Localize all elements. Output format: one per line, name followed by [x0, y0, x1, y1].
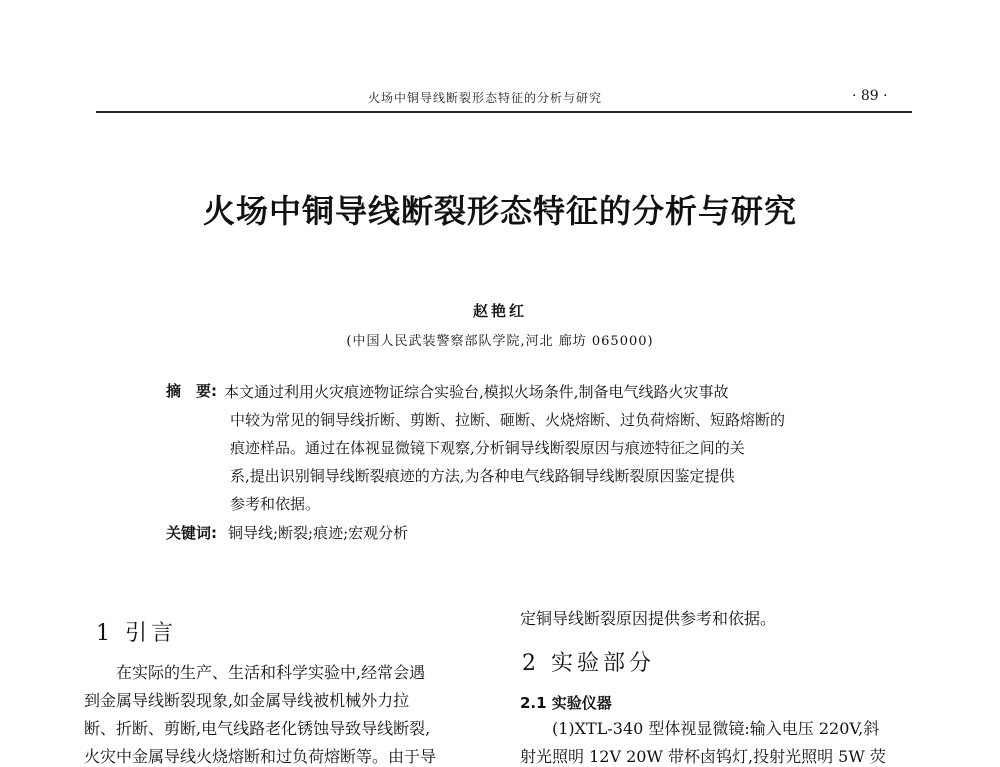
body-line: 在实际的生产、生活和科学实验中,经常会遇 [84, 663, 426, 682]
abstract-line: 系,提出识别铜导线断裂痕迹的方法,为各种电气线路铜导线断裂原因鉴定提供 [230, 467, 735, 485]
page-number: · 89 · [852, 88, 888, 104]
keywords-text: 铜导线;断裂;痕迹;宏观分析 [228, 524, 409, 542]
abstract-line: 本文通过利用火灾痕迹物证综合实验台,模拟火场条件,制备电气线路火灾事故 [224, 383, 729, 401]
abstract-line: 中较为常见的铜导线折断、剪断、拉断、砸断、火烧熔断、过负荷熔断、短路熔断的 [230, 411, 786, 429]
subsection-heading-instruments: 2.1 实验仪器 [520, 694, 612, 712]
paper-title: 火场中铜导线断裂形态特征的分析与研究 [202, 192, 797, 230]
section-heading-introduction: 1 引言 [96, 621, 177, 646]
body-line: (1)XTL-340 型体视显微镜:输入电压 220V,斜 [520, 719, 880, 738]
section-heading-experiment: 2 实验部分 [522, 651, 655, 676]
running-header-title: 火场中铜导线断裂形态特征的分析与研究 [368, 91, 603, 105]
abstract-line: 参考和依据。 [230, 495, 321, 513]
keywords-label: 关键词: [166, 524, 217, 542]
author-name: 赵艳红 [472, 302, 527, 320]
body-line: 到金属导线断裂现象,如金属导线被机械外力拉 [84, 691, 410, 710]
body-line: 射光照明 12V 20W 带杯卤钨灯,投射光照明 5W 荧 [520, 747, 886, 766]
author-affiliation: (中国人民武装警察部队学院,河北 廊坊 065000) [346, 334, 654, 349]
body-line: 定铜导线断裂原因提供参考和依据。 [520, 609, 777, 628]
abstract-label: 摘 要: [166, 382, 217, 400]
abstract-line: 痕迹样品。通过在体视显微镜下观察,分析铜导线断裂原因与痕迹特征之间的关 [230, 439, 745, 457]
body-line: 断、折断、剪断,电气线路老化锈蚀导致导线断裂, [84, 719, 431, 738]
header-rule [96, 111, 912, 113]
body-line: 火灾中金属导线火烧熔断和过负荷熔断等。由于导 [84, 747, 437, 766]
